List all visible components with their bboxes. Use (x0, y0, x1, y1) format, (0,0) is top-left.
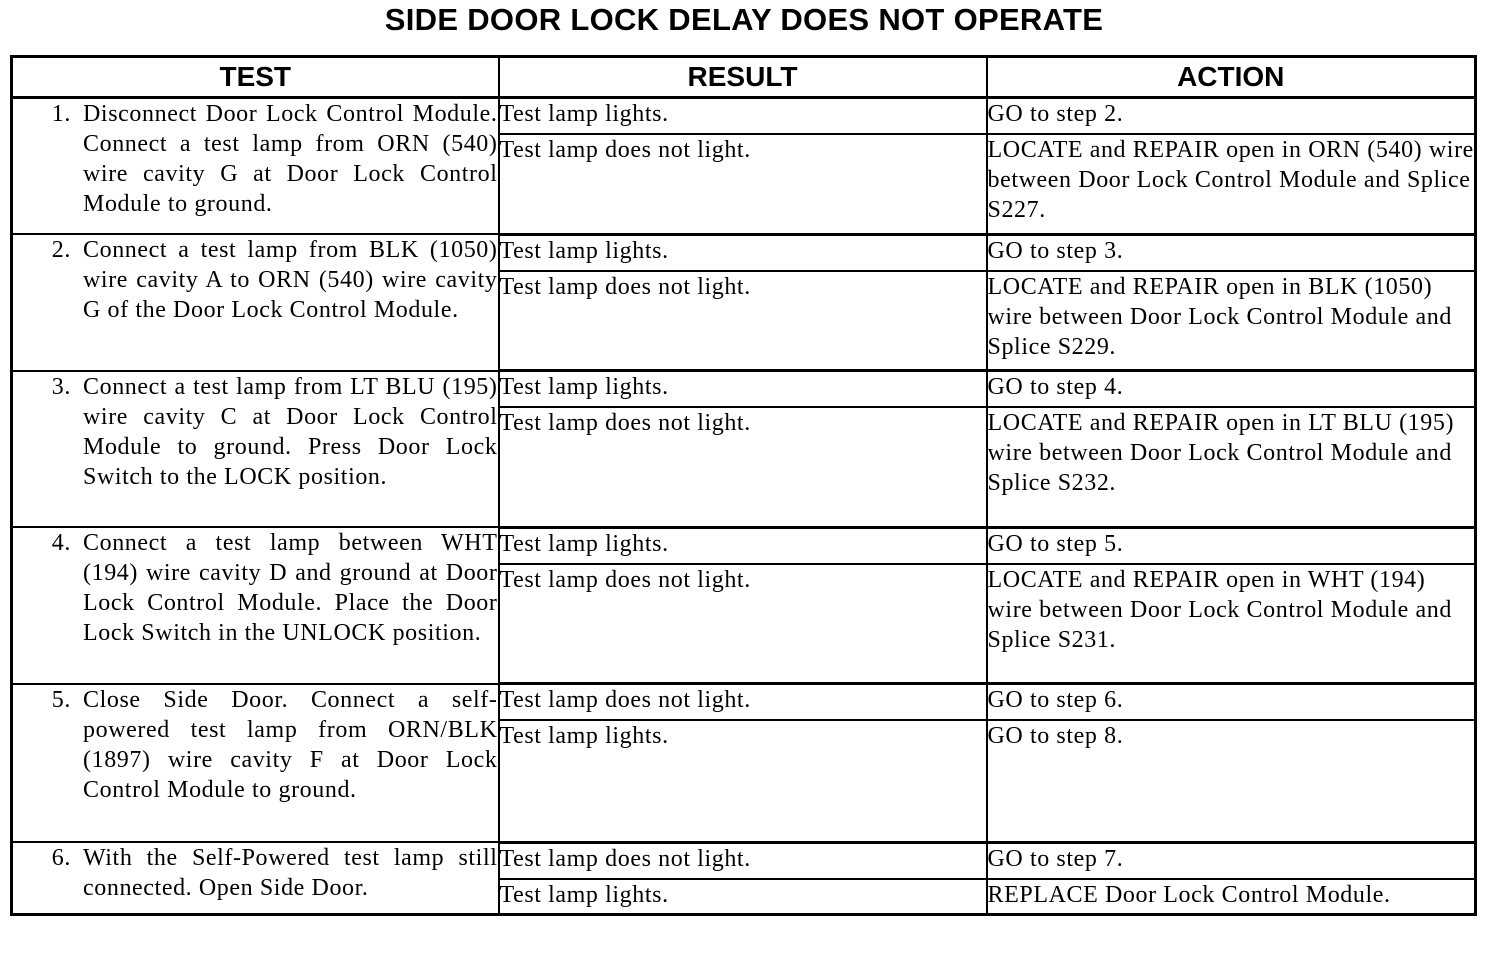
result-cell: Test lamp lights. (499, 234, 987, 271)
step-number: 4. (51, 530, 71, 556)
step-number: 1. (51, 101, 71, 127)
table-header (12, 57, 1476, 98)
test-cell (12, 371, 499, 528)
header-row (12, 57, 1476, 98)
table-row (12, 371, 1476, 408)
action-cell: GO to step 8. (987, 720, 1476, 842)
action-cell: GO to step 2. (987, 98, 1476, 135)
test-cell (12, 234, 499, 371)
result-cell: Test lamp lights. (499, 98, 987, 135)
action-cell: REPLACE Door Lock Control Module. (987, 879, 1476, 915)
table-row (12, 98, 1476, 135)
action-cell: LOCATE and REPAIR open in BLK (1050) wire between Door Lock Control Module and Splice S229. (987, 271, 1476, 371)
table-row (12, 234, 1476, 271)
table-row (12, 842, 1476, 879)
step-text: Connect a test lamp from LT BLU (195) wire cavity C at Door Lock Control Module to ground. Press Door Lock Switch to the LOCK position. (83, 373, 498, 490)
result-cell: Test lamp does not light. (499, 684, 987, 721)
result-cell: Test lamp does not light. (499, 842, 987, 879)
result-cell: Test lamp lights. (499, 371, 987, 408)
step-text: Connect a test lamp from BLK (1050) wire cavity A to ORN (540) wire cavity G of the Door Lock Control Module. (83, 237, 498, 323)
action-cell: LOCATE and REPAIR open in LT BLU (195) wire between Door Lock Control Module and Splice S232. (987, 407, 1476, 527)
table-row (12, 684, 1476, 721)
action-cell: GO to step 5. (987, 527, 1476, 564)
diagnostic-table (10, 55, 1477, 916)
table-row (12, 527, 1476, 564)
step-text: Connect a test lamp between WHT (194) wire cavity D and ground at Door Lock Control Module. Place the Door Lock Switch in the UNLOCK position. (83, 530, 498, 646)
result-cell: Test lamp lights. (499, 527, 987, 564)
step-number: 6. (51, 845, 71, 871)
test-cell (12, 842, 499, 915)
result-cell: Test lamp does not light. (499, 134, 987, 234)
step-number: 5. (51, 686, 71, 713)
test-cell (12, 98, 499, 235)
action-cell: GO to step 7. (987, 842, 1476, 879)
test-cell (12, 684, 499, 843)
result-cell: Test lamp lights. (499, 720, 987, 842)
result-cell: Test lamp does not light. (499, 271, 987, 371)
action-cell: GO to step 3. (987, 234, 1476, 271)
action-cell: LOCATE and REPAIR open in ORN (540) wire between Door Lock Control Module and Splice S227. (987, 134, 1476, 234)
step-text: Close Side Door. Connect a self-powered test lamp from ORN/BLK (1897) wire cavity F at Door Lock Control Module to ground. (83, 686, 498, 803)
action-cell: GO to step 4. (987, 371, 1476, 408)
result-cell: Test lamp does not light. (499, 407, 987, 527)
header-action: ACTION (987, 57, 1476, 98)
step-text: Disconnect Door Lock Control Module. Connect a test lamp from ORN (540) wire cavity G at Door Lock Control Module to ground. (83, 101, 498, 217)
header-test: TEST (12, 57, 499, 98)
step-text: With the Self-Powered test lamp still connected. Open Side Door. (83, 845, 498, 901)
result-cell: Test lamp does not light. (499, 564, 987, 684)
header-result: RESULT (499, 57, 987, 98)
test-cell (12, 527, 499, 684)
step-number: 2. (51, 237, 71, 263)
step-number: 3. (51, 373, 71, 400)
page-title: SIDE DOOR LOCK DELAY DOES NOT OPERATE (384, 2, 1104, 37)
result-cell: Test lamp lights. (499, 879, 987, 915)
action-cell: GO to step 6. (987, 684, 1476, 721)
action-cell: LOCATE and REPAIR open in WHT (194) wire between Door Lock Control Module and Splice S231. (987, 564, 1476, 684)
